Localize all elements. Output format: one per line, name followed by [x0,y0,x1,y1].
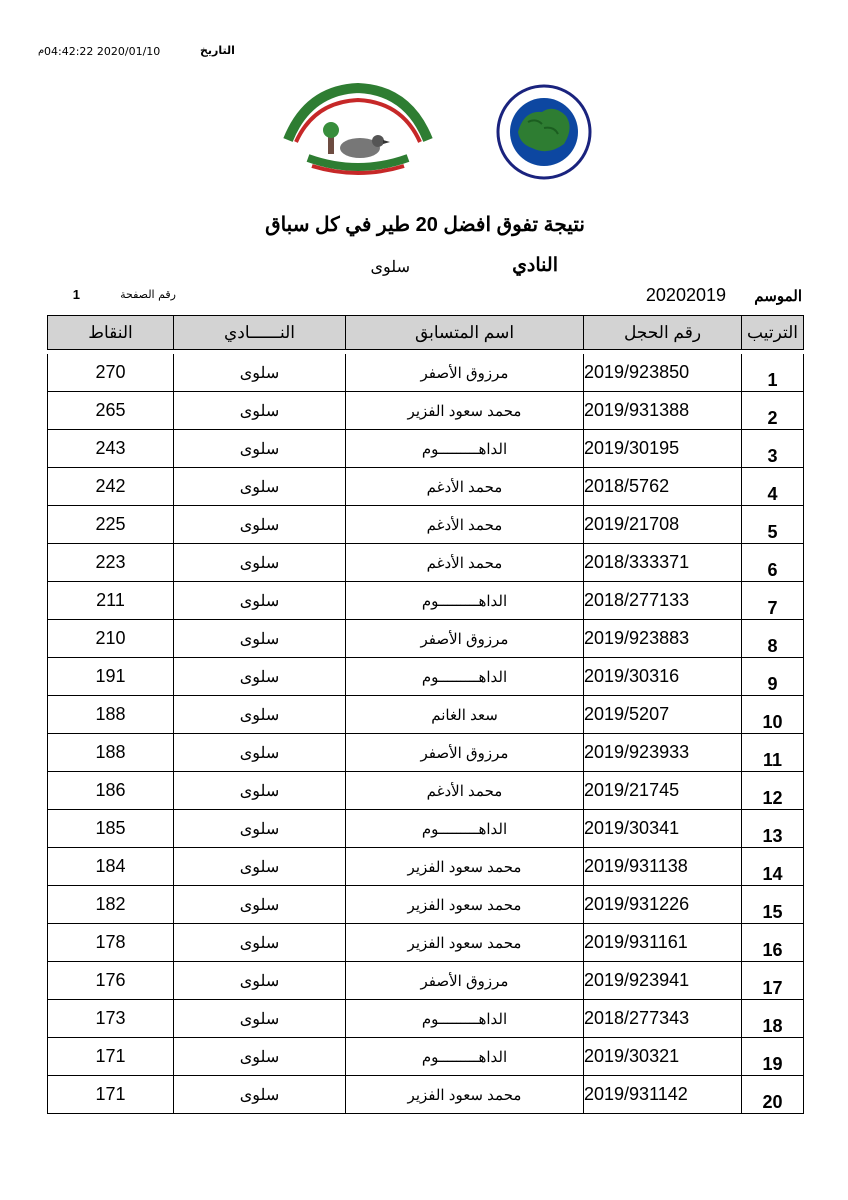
federation-logo [484,82,604,182]
owner-name-cell: الداهـــــــــوم [346,810,584,848]
rank-cell: 16 [742,924,804,962]
rank-cell: 1 [742,354,804,392]
rank-cell: 4 [742,468,804,506]
ring-number-cell: 2019/30316 [584,658,742,696]
ring-number-cell: 2019/30321 [584,1038,742,1076]
table-row [48,468,804,506]
owner-name-cell: الداهـــــــــوم [346,430,584,468]
owner-name-cell: محمد سعود الفزير [346,886,584,924]
table-row [48,962,804,1000]
points-cell: 242 [48,468,174,506]
points-cell: 185 [48,810,174,848]
points-cell: 225 [48,506,174,544]
club-cell: سلوى [174,962,346,1000]
rank-cell: 12 [742,772,804,810]
date-label: التاريخ [200,44,235,57]
owner-name-cell: الداهـــــــــوم [346,658,584,696]
points-cell: 265 [48,392,174,430]
club-cell: سلوى [174,354,346,392]
ring-number-cell: 2018/5762 [584,468,742,506]
club-cell: سلوى [174,506,346,544]
ring-number-cell: 2018/277343 [584,1000,742,1038]
ring-number-cell: 2019/931161 [584,924,742,962]
rank-cell: 3 [742,430,804,468]
rank-cell: 20 [742,1076,804,1114]
owner-name-cell: الداهـــــــــوم [346,1000,584,1038]
club-logo [268,80,448,180]
club-cell: سلوى [174,848,346,886]
club-value: سلوى [370,259,410,276]
date-suffix: م [38,45,45,56]
points-cell: 178 [48,924,174,962]
points-cell: 191 [48,658,174,696]
ring-number-cell: 2018/277133 [584,582,742,620]
club-cell: سلوى [174,582,346,620]
table-row [48,392,804,430]
header-club: النــــــادي [174,316,346,350]
club-cell: سلوى [174,810,346,848]
ring-number-cell: 2019/931138 [584,848,742,886]
club-cell: سلوى [174,658,346,696]
owner-name-cell: الداهـــــــــوم [346,582,584,620]
rank-cell: 7 [742,582,804,620]
rank-cell: 14 [742,848,804,886]
rank-cell: 8 [742,620,804,658]
points-cell: 176 [48,962,174,1000]
table-row [48,810,804,848]
club-cell: سلوى [174,392,346,430]
page-number: 1 [72,287,80,302]
table-row [48,924,804,962]
club-cell: سلوى [174,468,346,506]
points-cell: 270 [48,354,174,392]
rank-cell: 13 [742,810,804,848]
club-cell: سلوى [174,886,346,924]
ring-number-cell: 2019/931142 [584,1076,742,1114]
points-cell: 243 [48,430,174,468]
club-cell: سلوى [174,696,346,734]
header-owner: اسم المتسابق [346,316,584,350]
points-cell: 171 [48,1076,174,1114]
owner-name-cell: محمد سعود الفزير [346,848,584,886]
club-label: النادي [512,255,558,276]
table-row [48,848,804,886]
owner-name-cell: محمد سعود الفزير [346,1076,584,1114]
table-row [48,696,804,734]
owner-name-cell: محمد سعود الفزير [346,392,584,430]
ring-number-cell: 2018/333371 [584,544,742,582]
owner-name-cell: محمد الأدغم [346,544,584,582]
table-row [48,430,804,468]
owner-name-cell: محمد الأدغم [346,506,584,544]
table-row [48,1076,804,1114]
points-cell: 182 [48,886,174,924]
points-cell: 223 [48,544,174,582]
owner-name-cell: مرزوق الأصفر [346,620,584,658]
points-cell: 184 [48,848,174,886]
page-number-label: رقم الصفحة [120,288,176,301]
points-cell: 173 [48,1000,174,1038]
table-header-row [48,316,804,350]
header-rank: الترتيب [742,316,804,350]
season-value: 20202019 [645,285,726,305]
ring-number-cell: 2019/931388 [584,392,742,430]
owner-name-cell: محمد سعود الفزير [346,924,584,962]
points-cell: 171 [48,1038,174,1076]
ring-number-cell: 2019/923941 [584,962,742,1000]
owner-name-cell: الداهـــــــــوم [346,1038,584,1076]
ring-number-cell: 2019/931226 [584,886,742,924]
date-value: 04:42:22 2020/01/10 [44,45,161,58]
points-cell: 186 [48,772,174,810]
ring-number-cell: 2019/5207 [584,696,742,734]
results-table [47,315,804,1114]
club-cell: سلوى [174,924,346,962]
ring-number-cell: 2019/30341 [584,810,742,848]
rank-cell: 15 [742,886,804,924]
ring-number-cell: 2019/923883 [584,620,742,658]
table-row [48,772,804,810]
rank-cell: 19 [742,1038,804,1076]
rank-cell: 5 [742,506,804,544]
club-cell: سلوى [174,772,346,810]
ring-number-cell: 2019/21745 [584,772,742,810]
header-ring: رقم الحجل [584,316,742,350]
rank-cell: 18 [742,1000,804,1038]
ring-number-cell: 2019/21708 [584,506,742,544]
owner-name-cell: مرزوق الأصفر [346,734,584,772]
club-cell: سلوى [174,1000,346,1038]
table-row [48,582,804,620]
owner-name-cell: محمد الأدغم [346,772,584,810]
ring-number-cell: 2019/923933 [584,734,742,772]
points-cell: 211 [48,582,174,620]
club-cell: سلوى [174,430,346,468]
table-row [48,734,804,772]
table-row [48,506,804,544]
ring-number-cell: 2019/30195 [584,430,742,468]
table-row [48,658,804,696]
table-row [48,886,804,924]
ring-number-cell: 2019/923850 [584,354,742,392]
points-cell: 210 [48,620,174,658]
table-row [48,544,804,582]
rank-cell: 9 [742,658,804,696]
points-cell: 188 [48,696,174,734]
table-row [48,354,804,392]
table-row [48,1000,804,1038]
report-title: نتيجة تفوق افضل 20 طير في كل سباق [265,214,585,236]
club-cell: سلوى [174,1076,346,1114]
club-cell: سلوى [174,1038,346,1076]
rank-cell: 6 [742,544,804,582]
table-row [48,620,804,658]
owner-name-cell: محمد الأدغم [346,468,584,506]
rank-cell: 11 [742,734,804,772]
header-points: النقاط [48,316,174,350]
rank-cell: 10 [742,696,804,734]
rank-cell: 17 [742,962,804,1000]
club-cell: سلوى [174,544,346,582]
owner-name-cell: سعد الغانم [346,696,584,734]
club-cell: سلوى [174,734,346,772]
season-label: الموسم [754,288,802,305]
points-cell: 188 [48,734,174,772]
table-row [48,1038,804,1076]
owner-name-cell: مرزوق الأصفر [346,354,584,392]
owner-name-cell: مرزوق الأصفر [346,962,584,1000]
club-cell: سلوى [174,620,346,658]
rank-cell: 2 [742,392,804,430]
